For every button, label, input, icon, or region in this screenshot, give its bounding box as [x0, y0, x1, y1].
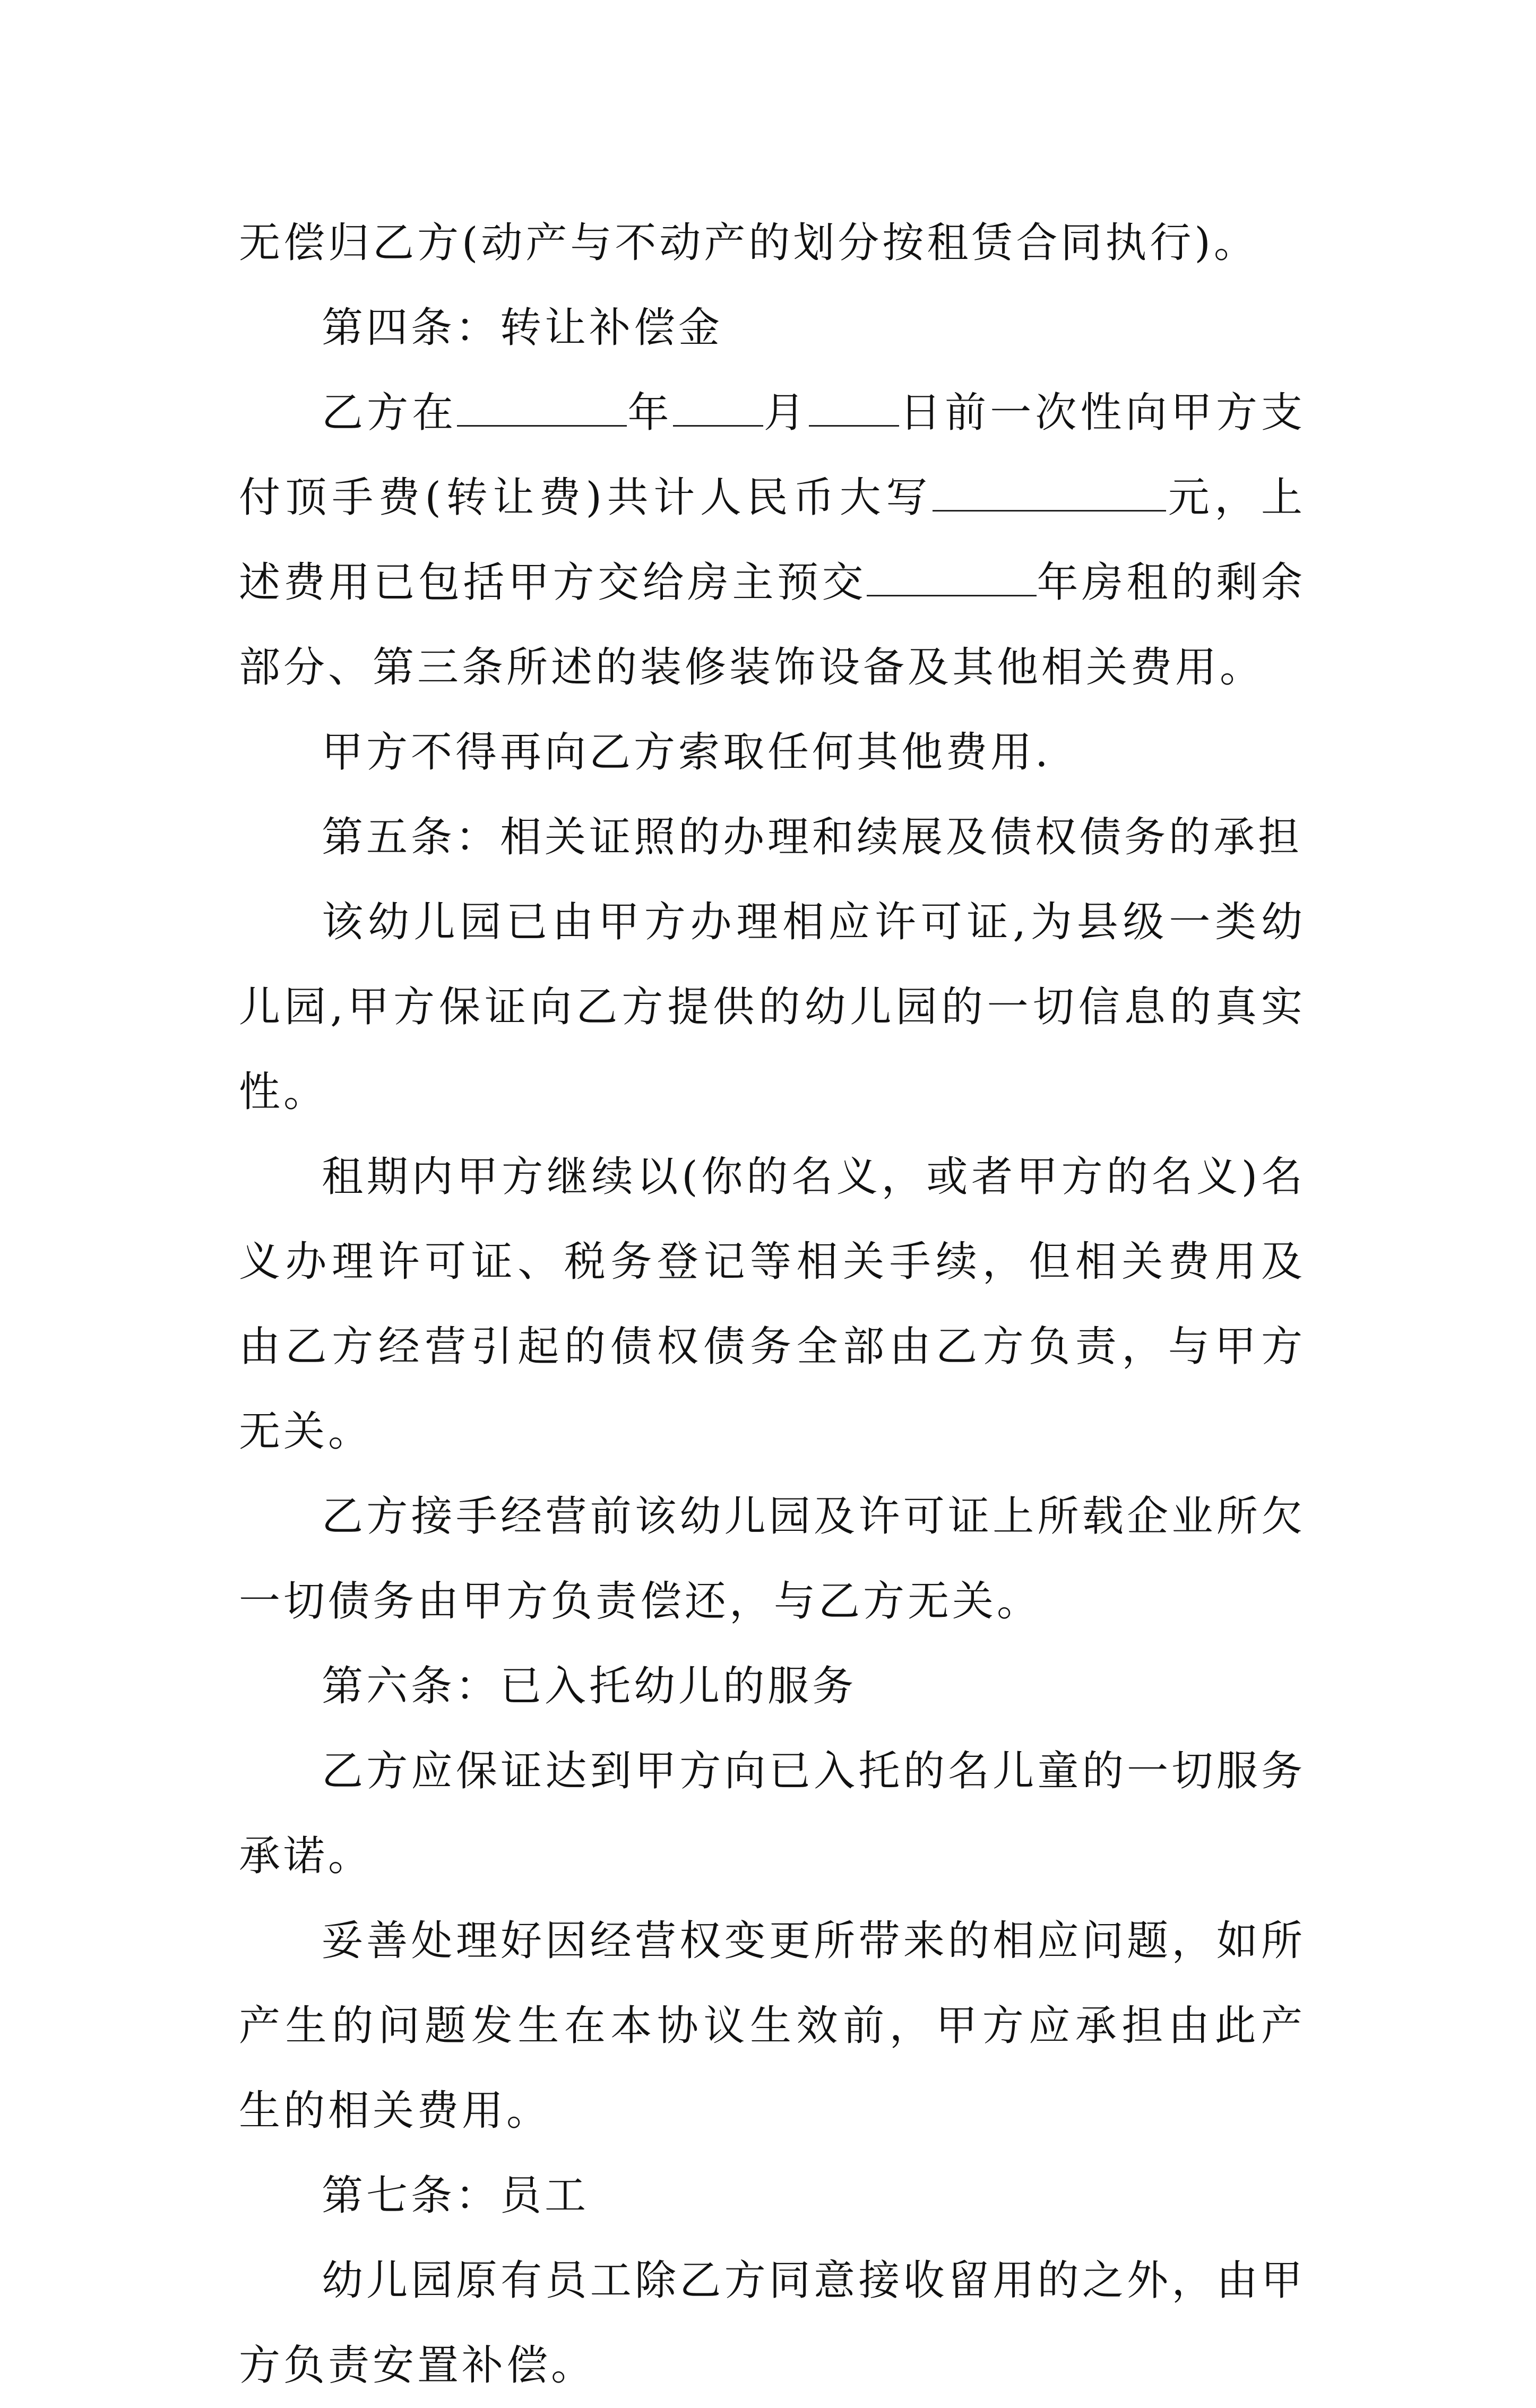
article-6-service-clause: 乙方应保证达到甲方向已入托的名儿童的一切服务承诺。 [239, 1747, 1306, 1880]
article-5-license-clause: 该幼儿园已由甲方办理相应许可证,为县级一类幼儿园,甲方保证向乙方提供的幼儿园的一切信息的真实性。 [239, 898, 1306, 1116]
year-blank [457, 388, 627, 427]
clause-text: 年 [627, 389, 673, 437]
day-blank [809, 388, 899, 427]
paragraph-continuation: 无偿归乙方(动产与不动产的划分按租赁合同执行)。 [239, 219, 1258, 267]
article-4-payment-clause [239, 370, 1306, 710]
document-body [239, 201, 1306, 2408]
clause-text: 月 [763, 389, 809, 437]
clause-text: 年房租的剩余部分、第三条所述的装修装饰设备及其他相关费用。 [239, 559, 1306, 691]
clause-text: 元，上述费用已包括甲方交给房主预交 [239, 474, 1306, 607]
article-7-staff-clause: 幼儿园原有员工除乙方同意接收留用的之外，由甲方负责安置补偿。 [239, 2257, 1306, 2389]
prepaid-years-blank [867, 558, 1037, 596]
article-6-heading: 第六条：已入托幼儿的服务 [322, 1662, 857, 1710]
article-4-no-other-fees: 甲方不得再向乙方索取任何其他费用. [322, 729, 1051, 776]
clause-text: 日前一次性向甲方支付顶手费(转让费)共计人民币大写 [239, 389, 1306, 522]
month-blank [673, 388, 763, 427]
amount-blank [933, 473, 1166, 512]
article-6-transition-clause: 妥善处理好因经营权变更所带来的相应问题，如所产生的问题发生在本协议生效前，甲方应承担由此产生的相关费用。 [239, 1917, 1306, 2135]
article-4-heading: 第四条：转让补偿金 [322, 304, 723, 352]
article-5-lease-period-clause: 租期内甲方继续以(你的名义，或者甲方的名义)名义办理许可证、税务登记等相关手续，但相关费用及由乙方经营引起的债权债务全部由乙方负责，与甲方无关。 [239, 1153, 1306, 1456]
article-5-heading: 第五条：相关证照的办理和续展及债权债务的承担 [322, 813, 1303, 861]
article-7-heading: 第七条：员工 [322, 2172, 590, 2220]
article-5-prior-debt-clause: 乙方接手经营前该幼儿园及许可证上所载企业所欠一切债务由甲方负责偿还，与乙方无关。 [239, 1493, 1306, 1625]
clause-text: 乙方在 [322, 389, 458, 437]
